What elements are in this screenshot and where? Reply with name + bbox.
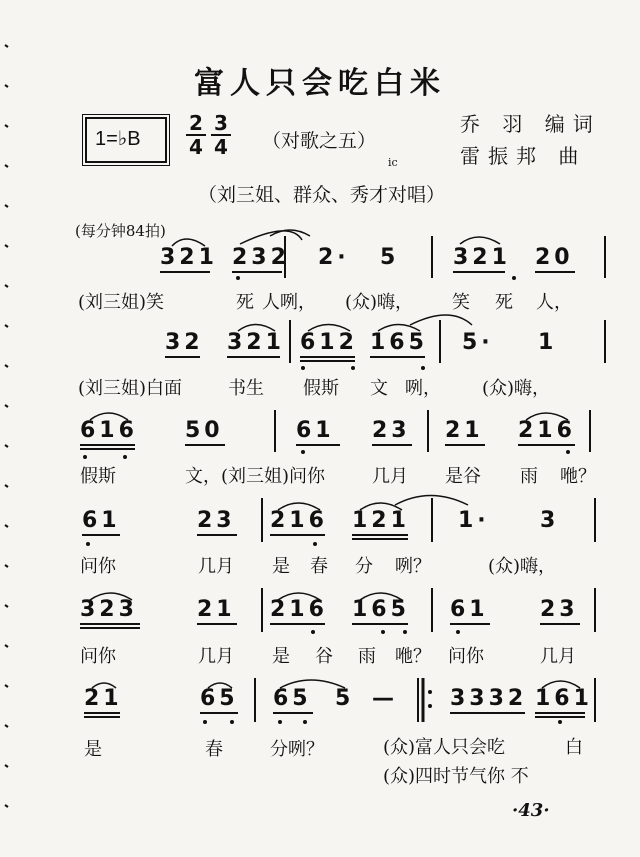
lyric: 雨 xyxy=(520,466,538,487)
note-group: 165 xyxy=(370,330,428,355)
stray-mark: ic xyxy=(388,156,398,169)
note-group: 323 xyxy=(80,597,138,622)
lyric: 春 xyxy=(205,739,223,760)
lyric: 咃？ xyxy=(395,646,431,667)
lyric: 人， xyxy=(536,292,572,313)
lyric: (刘三姐)白面 xyxy=(78,378,183,399)
note-group: 50 xyxy=(185,418,224,443)
note-group: 65 xyxy=(273,686,312,711)
tempo-marking: (每分钟84拍) xyxy=(75,222,166,240)
note-group: 32 xyxy=(165,330,204,355)
note-group: 612 xyxy=(300,330,358,355)
note-group: 5· xyxy=(462,330,494,355)
lyric: 文 xyxy=(370,378,388,399)
note-group: 321 xyxy=(227,330,285,355)
note-group: 121 xyxy=(352,508,410,533)
note-group: 216 xyxy=(270,508,328,533)
lyric: 分咧？ xyxy=(270,739,324,760)
lyric: 几月 xyxy=(198,646,234,667)
lyric: 雨 xyxy=(358,646,376,667)
lyric: 假斯 xyxy=(80,466,116,487)
lyric: 问你 xyxy=(80,646,116,667)
meter-numerator-2: 3 xyxy=(214,111,228,135)
lyricist-credit: 乔 羽 编词 xyxy=(460,112,601,136)
lyric: 几月 xyxy=(540,646,576,667)
note-group: 216 xyxy=(518,418,576,443)
lyric: 咧？ xyxy=(395,556,431,577)
lyric: (众)嗨， xyxy=(488,556,557,577)
lyric: 咧， xyxy=(405,378,441,399)
note-group: 165 xyxy=(352,597,410,622)
composer-credit: 雷振邦 曲 xyxy=(460,144,587,168)
lyric: 问你 xyxy=(448,646,484,667)
note-group: 23 xyxy=(197,508,236,533)
lyric: 春 xyxy=(310,556,328,577)
note-group: 23 xyxy=(540,597,579,622)
lyric: 死 xyxy=(495,292,513,313)
note-group: 1 xyxy=(538,330,558,355)
note-group: 20 xyxy=(535,245,574,270)
subtitle: （对歌之五） xyxy=(262,130,377,152)
note-group: 61 xyxy=(82,508,121,533)
margin-ticks xyxy=(5,45,8,807)
note-group: 61 xyxy=(296,418,335,443)
lyric: 白 xyxy=(565,737,583,758)
lyric: 是 xyxy=(272,646,290,667)
lyric: (众)嗨， xyxy=(482,378,551,399)
meter-denominator-1: 4 xyxy=(186,134,206,158)
note-group: 321 xyxy=(160,245,218,270)
lyric: 文，(刘三姐)问你 xyxy=(185,466,326,487)
lyric: 谷 xyxy=(315,646,333,667)
note-group: 65 xyxy=(200,686,239,711)
note-group: 61 xyxy=(450,597,489,622)
lyric: 是 xyxy=(84,739,102,760)
lyric: 问你 xyxy=(80,556,116,577)
note-group: 3332 xyxy=(450,686,528,711)
note-group: 232 xyxy=(232,245,290,270)
lyric: 咃？ xyxy=(560,466,596,487)
meter-numerator-1: 2 xyxy=(189,111,203,135)
note-group: — xyxy=(372,686,398,711)
lyric: 笑 xyxy=(452,292,470,313)
octave-dots xyxy=(83,276,570,724)
lyric: (刘三姐)笑 xyxy=(78,292,165,313)
page-number: ·43· xyxy=(512,800,550,821)
note-group: 21 xyxy=(197,597,236,622)
lyric-second-verse: (众)四时节气你 不 xyxy=(383,766,529,787)
note-group: 321 xyxy=(453,245,511,270)
song-title: 富人只会吃白米 xyxy=(194,66,446,101)
lyric: 人咧， xyxy=(262,292,316,313)
lyric: 书生 xyxy=(228,378,264,399)
lyric: 死 xyxy=(236,292,254,313)
note-group: 21 xyxy=(84,686,123,711)
note-group: 216 xyxy=(270,597,328,622)
meter-denominator-2: 4 xyxy=(211,134,231,158)
note-group: 1· xyxy=(458,508,490,533)
lyric: 是谷 xyxy=(445,466,481,487)
note-group: 5 xyxy=(335,686,355,711)
note-group: 161 xyxy=(535,686,593,711)
note-group: 23 xyxy=(372,418,411,443)
performers: （刘三姐、群众、秀才对唱） xyxy=(198,184,446,206)
note-group: 616 xyxy=(80,418,138,443)
note-group: 21 xyxy=(445,418,484,443)
note-group: 3 xyxy=(540,508,560,533)
note-group: 2· xyxy=(318,245,350,270)
key-signature: 1=♭B xyxy=(95,128,141,150)
lyric: 是 xyxy=(272,556,290,577)
lyric: 假斯 xyxy=(303,378,339,399)
lyric: (众)嗨， xyxy=(345,292,414,313)
lyric: (众)富人只会吃 xyxy=(383,737,506,758)
lyric: 分 xyxy=(355,556,373,577)
lyric: 几月 xyxy=(198,556,234,577)
note-group: 5 xyxy=(380,245,400,270)
lyric: 几月 xyxy=(372,466,408,487)
